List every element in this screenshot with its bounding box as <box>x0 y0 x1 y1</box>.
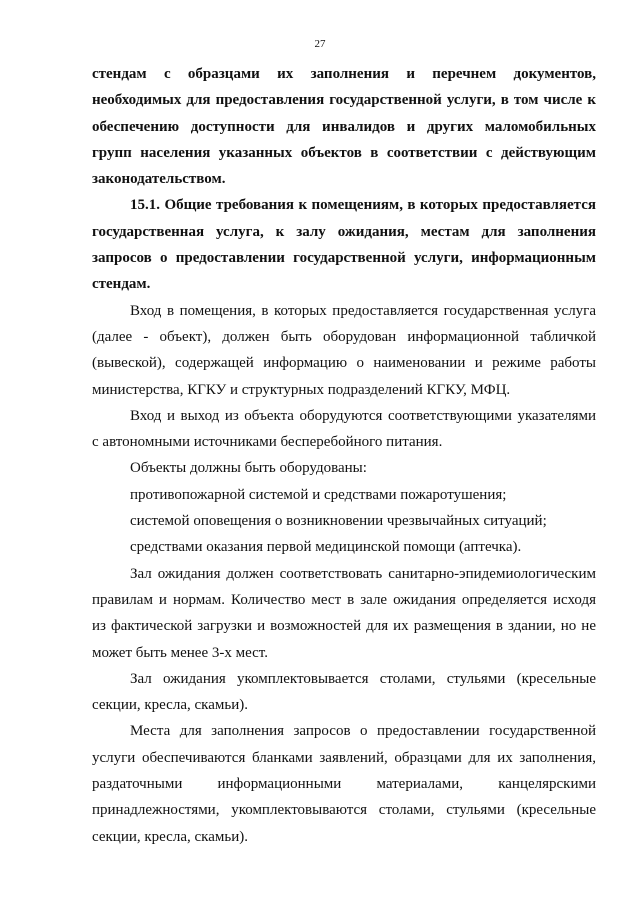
list-item-alert-system <box>92 508 596 534</box>
text-line: Вход и выход из объекта оборудуются соответствующими указателями <box>130 407 596 424</box>
text-line: секции, кресла, скамьи). <box>92 697 248 714</box>
paragraph-section-15-1-heading <box>92 192 596 297</box>
text-line: обеспечению доступности для инвалидов и других маломобильных <box>92 118 596 135</box>
paragraph-accessibility-heading-tail <box>92 61 596 192</box>
paragraph-equipment-intro <box>92 455 596 481</box>
paragraph-entrance-sign <box>92 298 596 403</box>
text-line: Вход в помещения, в которых предоставляется государственная услуга <box>130 302 596 319</box>
text-line: (далее - объект), должен быть оборудован информационной табличкой <box>92 328 596 345</box>
body-text <box>92 61 596 850</box>
text-line: законодательством. <box>92 171 226 188</box>
paragraph-entrance-exit-signs <box>92 403 596 456</box>
text-line: государственная услуга, к залу ожидания, местам для заполнения <box>92 223 596 240</box>
text-line: Объекты должны быть оборудованы: <box>130 460 367 477</box>
text-line: необходимых для предоставления государственной услуги, в том числе к <box>92 92 596 109</box>
text-line: средствами оказания первой медицинской помощи (аптечка). <box>130 539 522 556</box>
text-line: может быть менее 3-х мест. <box>92 644 268 661</box>
paragraph-waiting-room-norms <box>92 561 596 666</box>
text-line: услуги обеспечиваются бланками заявлений, образцами для их заполнения, <box>92 749 596 766</box>
list-item-first-aid <box>92 534 596 560</box>
text-line: системой оповещения о возникновении чрезвычайных ситуаций; <box>130 513 547 530</box>
text-line: 15.1. Общие требования к помещениям, в которых предоставляется <box>130 197 596 214</box>
text-line: стендам. <box>92 276 151 293</box>
text-line: стендам с образцами их заполнения и перечнем документов, <box>92 66 596 82</box>
text-line: министерства, КГКУ и структурных подразделений КГКУ, МФЦ. <box>92 381 511 398</box>
paragraph-waiting-room-furniture <box>92 666 596 719</box>
text-line: Зал ожидания укомплектовывается столами, стульями (кресельные <box>130 670 596 687</box>
text-line: Места для заполнения запросов о предоставлении государственной <box>130 723 596 740</box>
text-line: раздаточными информационными материалами, канцелярскими <box>92 776 596 793</box>
text-line: (вывеской), содержащей информацию о наименовании и режиме работы <box>92 355 596 372</box>
paragraph-request-filling-places <box>92 718 596 849</box>
text-line: запросов о предоставлении государственной услуги, информационным <box>92 250 596 267</box>
text-line: принадлежностями, укомплектовываются столами, стульями (кресельные <box>92 802 596 819</box>
text-line: Зал ожидания должен соответствовать санитарно-эпидемиологическим <box>130 565 596 582</box>
text-line: с автономными источниками бесперебойного питания. <box>92 434 443 451</box>
text-line: из фактической загрузки и возможностей для их размещения в здании, но не <box>92 618 596 635</box>
text-line: секции, кресла, скамьи). <box>92 828 248 845</box>
text-line: групп населения указанных объектов в соответствии с действующим <box>92 144 596 161</box>
text-line: противопожарной системой и средствами пожаротушения; <box>130 486 507 503</box>
page-number: 27 <box>314 38 326 50</box>
list-item-fire-system <box>92 482 596 508</box>
text-line: правилам и нормам. Количество мест в зале ожидания определяется исходя <box>92 591 596 608</box>
